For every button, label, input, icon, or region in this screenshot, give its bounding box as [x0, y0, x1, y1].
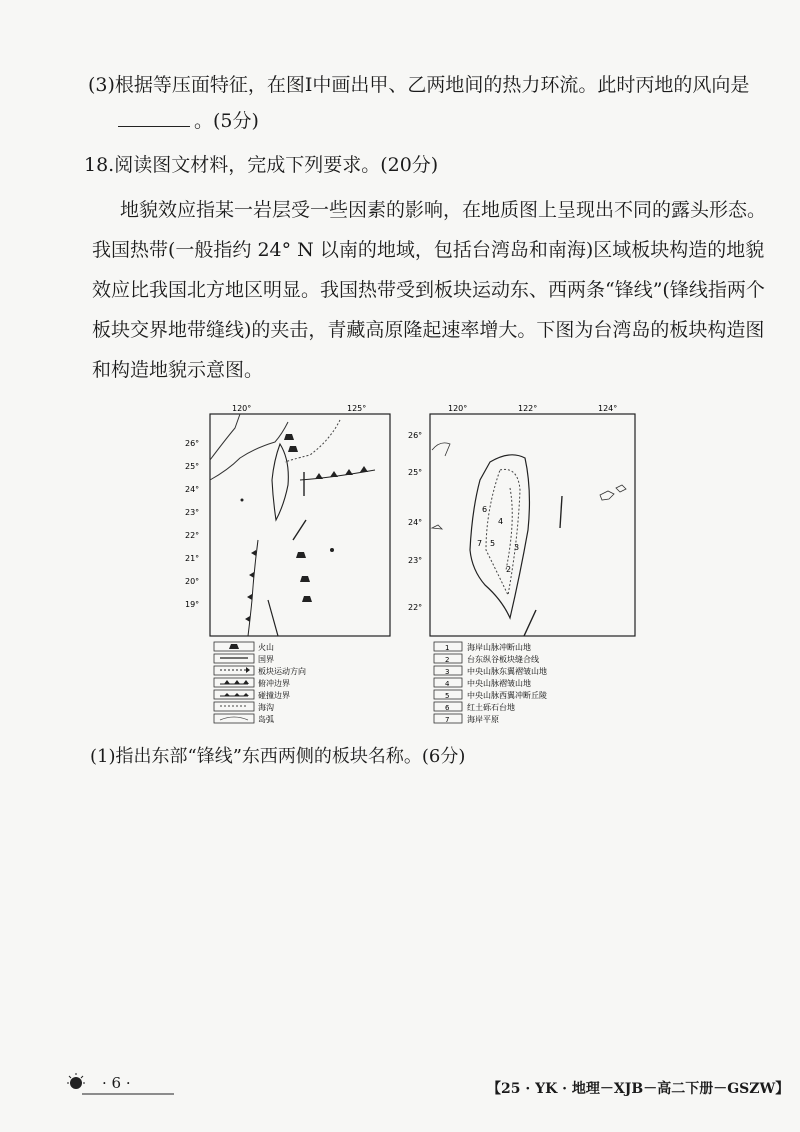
region-number: 5 — [490, 539, 496, 548]
subduction-teeth-icon — [224, 680, 249, 684]
legend-label: 海岸山脉冲断山地 — [467, 643, 531, 652]
legend-num: 5 — [445, 692, 450, 700]
legend-num: 2 — [445, 656, 450, 664]
legend-num: 7 — [445, 716, 450, 724]
paragraph-line: 地貌效应指某一岩层受一些因素的影响，在地质图上呈现出不同的露头形态。 — [120, 199, 767, 221]
footer-page-number — [66, 1072, 176, 1098]
map-dot — [241, 499, 244, 502]
paragraph-line: 我国热带(一般指约 24° N 以南的地域，包括台湾岛和南海)区域板块构造的地貌 — [92, 239, 765, 261]
legend-label: 红土砾石台地 — [467, 703, 515, 712]
question-3-score: 。(5分) — [194, 110, 259, 132]
right-top-tick: 122° — [518, 404, 538, 413]
right-lat-tick: 24° — [408, 518, 423, 527]
right-legend — [434, 642, 547, 724]
legend-label: 火山 — [258, 643, 274, 652]
left-lat-tick: 19° — [185, 600, 200, 609]
right-top-tick: 124° — [598, 404, 618, 413]
legend-label: 海沟 — [258, 703, 274, 712]
left-lat-tick: 26° — [185, 439, 200, 448]
legend-num: 6 — [445, 704, 450, 712]
footer-code: 【25 · YK · 地理－XJB－高二下册－GSZW】 — [487, 1081, 790, 1097]
paragraph-line: 和构造地貌示意图。 — [92, 359, 264, 381]
left-top-tick: 125° — [347, 404, 367, 413]
right-lat-tick: 25° — [408, 468, 423, 477]
left-map-frame — [210, 414, 390, 636]
suture-line — [560, 496, 562, 528]
region-number: 6 — [482, 505, 488, 514]
legend-label: 岛弧 — [258, 715, 274, 724]
left-lat-tick: 23° — [185, 508, 200, 517]
left-tectonic-map — [185, 404, 390, 636]
legend-label: 俯冲边界 — [258, 679, 290, 688]
legend-box-subduction — [214, 678, 254, 687]
national-border — [268, 600, 278, 636]
legend-label: 碰撞边界 — [258, 691, 290, 700]
legend-label: 中央山脉西翼冲断丘陵 — [467, 691, 547, 700]
left-lat-tick: 22° — [185, 531, 200, 540]
inner-range-line — [506, 488, 512, 570]
volcano-symbols — [284, 434, 312, 602]
legend-label: 台东纵谷板块缝合线 — [467, 655, 539, 664]
collision-teeth-icon — [224, 693, 249, 696]
legend-label: 国界 — [258, 655, 274, 664]
central-range-outline — [486, 469, 520, 595]
page-number: · 6 · — [102, 1074, 131, 1092]
question-18-title: 18.阅读图文材料，完成下列要求。(20分) — [84, 154, 439, 176]
right-landform-map — [408, 404, 635, 636]
question-3-line1: (3)根据等压面特征，在图Ⅰ中画出甲、乙两地间的热力环流。此时丙地的风向是 — [88, 74, 750, 96]
right-lat-tick: 26° — [408, 431, 423, 440]
right-lat-tick: 22° — [408, 603, 423, 612]
legend-num: 4 — [445, 680, 450, 688]
legend-label: 板块运动方向 — [258, 667, 306, 676]
left-legend — [214, 642, 306, 724]
region-number: 3 — [514, 543, 520, 552]
motion-arrow — [293, 520, 306, 540]
legend-num: 3 — [445, 668, 450, 676]
legend-num: 1 — [445, 644, 450, 652]
paragraph-line: 效应比我国北方地区明显。我国热带受到板块运动东、西两条“锋线”(锋线指两个 — [92, 279, 765, 301]
legend-label: 海岸平原 — [467, 715, 499, 724]
islands — [600, 485, 626, 500]
legend-label: 中央山脉东翼褶皱山地 — [467, 667, 547, 676]
mainland-coast — [432, 443, 450, 456]
question-18-sub1: (1)指出东部“锋线”东西两侧的板块名称。(6分) — [90, 746, 466, 767]
right-lat-tick: 23° — [408, 556, 423, 565]
volcano-icon — [229, 644, 239, 649]
region-number: 4 — [498, 517, 504, 526]
legend-label: 中央山脉褶皱山地 — [467, 679, 531, 688]
right-top-tick: 120° — [448, 404, 468, 413]
taiwan-island-outline — [470, 455, 529, 618]
small-island — [432, 525, 442, 529]
region-number: 7 — [477, 539, 483, 548]
arrowhead-icon — [246, 667, 250, 673]
trench-line — [285, 420, 340, 462]
question-3-line2 — [118, 106, 259, 133]
left-lat-tick: 21° — [185, 554, 200, 563]
right-map-frame — [430, 414, 635, 636]
motion-dot — [330, 548, 334, 552]
legend-box-collision — [214, 690, 254, 699]
left-lat-tick: 20° — [185, 577, 200, 586]
paragraph-line: 板块交界地带缝线)的夹击，青藏高原隆起速率增大。下图为台湾岛的板块构造图 — [92, 319, 765, 341]
legend-box-arc — [214, 714, 254, 723]
left-lat-tick: 25° — [185, 462, 200, 471]
region-number: 2 — [506, 565, 512, 574]
taiwan-maps-figure — [180, 400, 640, 740]
question-18-paragraph — [92, 190, 782, 390]
left-top-tick: 120° — [232, 404, 252, 413]
island-arc-icon — [220, 717, 248, 720]
mainland-coast — [210, 414, 288, 480]
suture-line — [524, 610, 536, 636]
answer-blank[interactable] — [118, 125, 190, 127]
taiwan-outline — [272, 444, 288, 520]
left-lat-tick: 24° — [185, 485, 200, 494]
